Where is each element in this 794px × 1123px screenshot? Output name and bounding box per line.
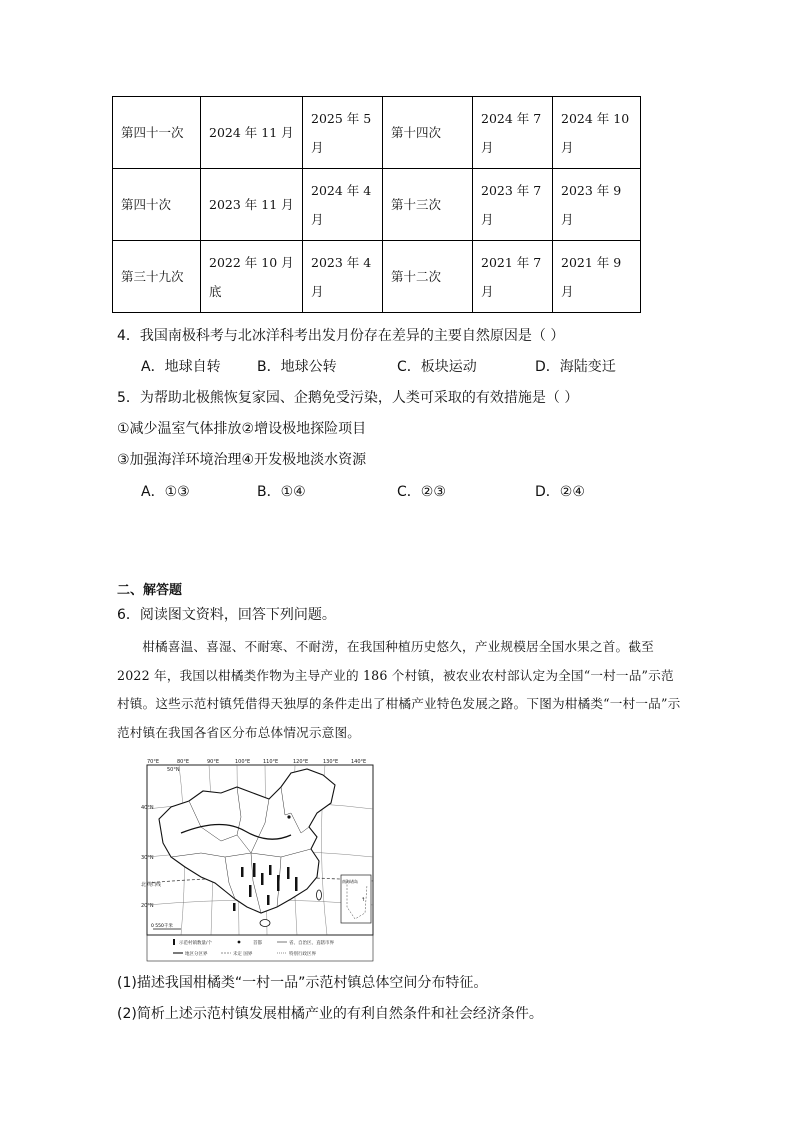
- table-cell: 2024 年 11 月: [201, 97, 303, 169]
- legend-capital-icon: [238, 941, 241, 944]
- lat-label: 20°N: [141, 903, 154, 909]
- lon-label: 80°E: [177, 759, 190, 765]
- q5-choice-line-1: ①减少温室气体排放②增设极地探险项目: [117, 421, 367, 437]
- expedition-table: [112, 96, 641, 313]
- table-cell: 第三十九次: [113, 241, 201, 313]
- table-cell: 第十二次: [383, 241, 473, 313]
- q5-stem: 5．为帮助北极熊恢复家园、企鹅免受污染，人类可采取的有效措施是（ ）: [117, 390, 579, 406]
- q4-option-c[interactable]: C．板块运动: [397, 359, 477, 375]
- table-cell: 2024 年 7 月: [473, 97, 553, 169]
- q6-sub-question-2: (2)简析上述示范村镇发展柑橘产业的有利自然条件和社会经济条件。: [117, 1006, 543, 1022]
- table-cell: 2023 年 11 月: [201, 169, 303, 241]
- village-count-bar: [277, 875, 280, 891]
- taiwan-island: [317, 890, 322, 900]
- q6-passage: 柑橘喜温、喜湿、不耐寒、不耐涝，在我国种植历史悠久，产业规模居全国水果之首。截至 2022 年，我国以柑橘类作物为主导产业的 186 个村镇，被农业农村部认定为全国“一村一品”示范村镇。这些示范村镇凭借得天独厚的条件走出了柑橘产业特色发展之路。下图为柑橘类“一村一品”示范村镇在我国各省区分布总体情况示意图。: [117, 639, 681, 740]
- inset-label: 南海诸岛: [342, 879, 358, 884]
- table-row: [113, 169, 641, 241]
- lon-label: 130°E: [323, 759, 339, 765]
- village-count-bar: [253, 863, 256, 877]
- legend-item: 省、自治区、直辖市界: [289, 941, 334, 946]
- table-cell: 2024 年 4 月: [303, 169, 383, 241]
- table-cell: 2021 年 7 月: [473, 241, 553, 313]
- lon-label: 90°E: [207, 759, 220, 765]
- q6-stem: 6．阅读图文资料，回答下列问题。: [117, 607, 336, 623]
- q5-options: [141, 481, 585, 501]
- lat-label: 30°N: [141, 855, 154, 861]
- legend-item: 首都: [253, 941, 262, 946]
- lat-label: 50°N: [167, 767, 180, 773]
- lon-label: 70°E: [147, 759, 160, 765]
- legend-item: 示范村镇数量/个: [179, 941, 213, 946]
- capital-marker: [287, 815, 290, 818]
- lon-label: 120°E: [293, 759, 309, 765]
- table-cell: 2022 年 10 月底: [201, 241, 303, 313]
- lat-label: 40°N: [141, 805, 154, 811]
- q5-option-b[interactable]: B．①④: [257, 484, 306, 500]
- q5-option-a[interactable]: A．①③: [141, 484, 190, 500]
- q5-option-c[interactable]: C．②③: [397, 484, 446, 500]
- section-title: 二、解答题: [117, 583, 183, 598]
- table-row: [113, 97, 641, 169]
- lon-label: 110°E: [263, 759, 279, 765]
- legend-bar-icon: [173, 939, 175, 945]
- scale-label: 0 550千米: [151, 924, 173, 929]
- q4-options: [141, 356, 616, 376]
- legend-item: 特别行政区界: [289, 952, 316, 957]
- citrus-distribution-map: [141, 757, 377, 963]
- table-cell: 2025 年 5 月: [303, 97, 383, 169]
- china-outline: [159, 769, 335, 913]
- table-cell: 2023 年 7 月: [473, 169, 553, 241]
- north-arrow: ↑: [361, 897, 366, 903]
- village-count-bar: [267, 895, 270, 905]
- legend-item: 地区分区界: [185, 952, 208, 957]
- village-count-bar: [249, 885, 252, 897]
- table-row: [113, 241, 641, 313]
- village-count-bar: [295, 877, 298, 891]
- q4-option-a[interactable]: A．地球自转: [141, 359, 221, 375]
- table-cell: 2021 年 9 月: [553, 241, 641, 313]
- table-cell: 2023 年 9 月: [553, 169, 641, 241]
- table-cell: 第四十一次: [113, 97, 201, 169]
- table-cell: 第十三次: [383, 169, 473, 241]
- village-count-bar: [233, 903, 236, 911]
- village-count-bar: [287, 867, 290, 879]
- q6-sub-question-1: (1)描述我国柑橘类“一村一品”示范村镇总体空间分布特征。: [117, 975, 488, 991]
- q5-choice-line-2: ③加强海洋环境治理④开发极地淡水资源: [117, 452, 367, 468]
- village-count-bar: [261, 873, 264, 885]
- q4-option-b[interactable]: B．地球公转: [257, 359, 337, 375]
- lon-label: 100°E: [235, 759, 251, 765]
- village-count-bar: [241, 867, 244, 877]
- village-count-bar: [269, 865, 272, 875]
- legend-item: 未定 国界: [233, 952, 253, 957]
- table-cell: 2024 年 10 月: [553, 97, 641, 169]
- tropic-label: 北回归线: [141, 882, 162, 888]
- table-cell: 2023 年 4 月: [303, 241, 383, 313]
- lon-label: 140°E: [351, 759, 367, 765]
- q4-option-d[interactable]: D．海陆变迁: [535, 359, 616, 375]
- legend-frame: [147, 935, 373, 961]
- hainan-island: [260, 920, 270, 927]
- q5-option-d[interactable]: D．②④: [535, 484, 585, 500]
- q4-stem: 4．我国南极科考与北冰洋科考出发月份存在差异的主要自然原因是（ ）: [117, 328, 565, 344]
- table-cell: 第十四次: [383, 97, 473, 169]
- table-cell: 第四十次: [113, 169, 201, 241]
